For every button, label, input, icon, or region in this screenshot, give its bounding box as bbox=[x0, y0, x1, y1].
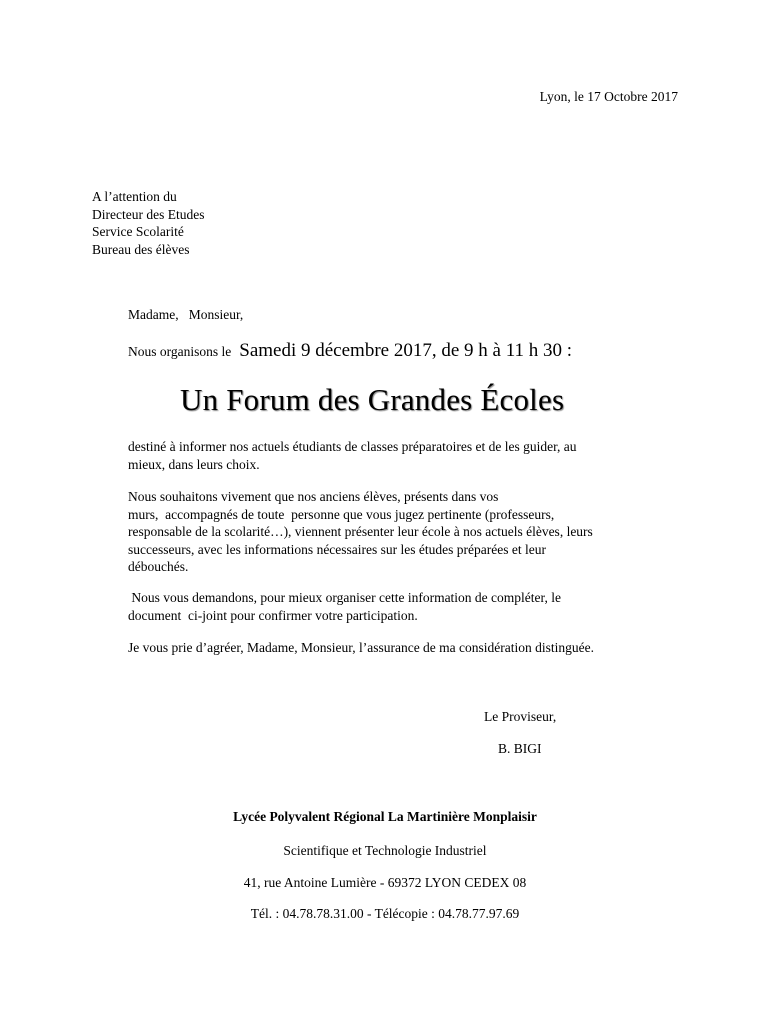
announcement bbox=[128, 340, 572, 362]
footer-school-name: Lycée Polyvalent Régional La Martinière Monplaisir bbox=[233, 809, 537, 824]
recipient-line: Directeur des Etudes bbox=[92, 206, 205, 222]
signature-name: B. BIGI bbox=[498, 741, 542, 756]
paragraph-line: débouchés. bbox=[128, 559, 189, 574]
closing-formula: Je vous prie d’agréer, Madame, Monsieur, l’assurance de ma considération distinguée. bbox=[128, 640, 595, 655]
forum-title: Un Forum des Grandes Écoles bbox=[180, 382, 565, 417]
recipient-block bbox=[92, 188, 204, 258]
paragraph-purpose bbox=[128, 438, 688, 473]
paragraph-line: murs, accompagnés de toute personne que vous jugez pertinente (professeurs, bbox=[128, 506, 555, 522]
paragraph-line: destiné à informer nos actuels étudiants de classes préparatoires et de les guider, au bbox=[128, 439, 577, 454]
paragraph-line: mieux, dans leurs choix. bbox=[128, 456, 260, 472]
event-date: Samedi 9 décembre 2017, de 9 h à 11 h 30 : bbox=[239, 340, 573, 361]
paragraph-line: Nous souhaitons vivement que nos anciens élèves, présents dans vos bbox=[128, 489, 499, 504]
salutation: Madame, Monsieur, bbox=[128, 307, 244, 322]
recipient-line: Service Scolarité bbox=[92, 224, 184, 239]
footer-school-type: Scientifique et Technologie Industriel bbox=[283, 843, 487, 858]
date-line: Lyon, le 17 Octobre 2017 bbox=[539, 89, 678, 104]
paragraph-form bbox=[128, 589, 688, 624]
signature-role: Le Proviseur, bbox=[484, 709, 557, 724]
footer-phone: Tél. : 04.78.78.31.00 - Télécopie : 04.78.77.97.69 bbox=[250, 906, 520, 921]
announcement-intro: Nous organisons le bbox=[128, 344, 232, 359]
footer-address: 41, rue Antoine Lumière - 69372 LYON CEDEX 08 bbox=[243, 875, 527, 890]
recipient-line: Bureau des élèves bbox=[92, 241, 190, 257]
paragraph-line: responsable de la scolarité…), viennent présenter leur école à nos actuels élèves, leurs bbox=[128, 524, 593, 539]
paragraph-line: Nous vous demandons, pour mieux organiser cette information de compléter, le bbox=[128, 590, 561, 605]
paragraph-line: document ci-joint pour confirmer votre participation. bbox=[128, 607, 418, 623]
recipient-line: A l’attention du bbox=[92, 189, 177, 204]
paragraph-request bbox=[128, 488, 688, 576]
paragraph-line: successeurs, avec les informations nécessaires sur les études préparées et leur bbox=[128, 541, 546, 557]
